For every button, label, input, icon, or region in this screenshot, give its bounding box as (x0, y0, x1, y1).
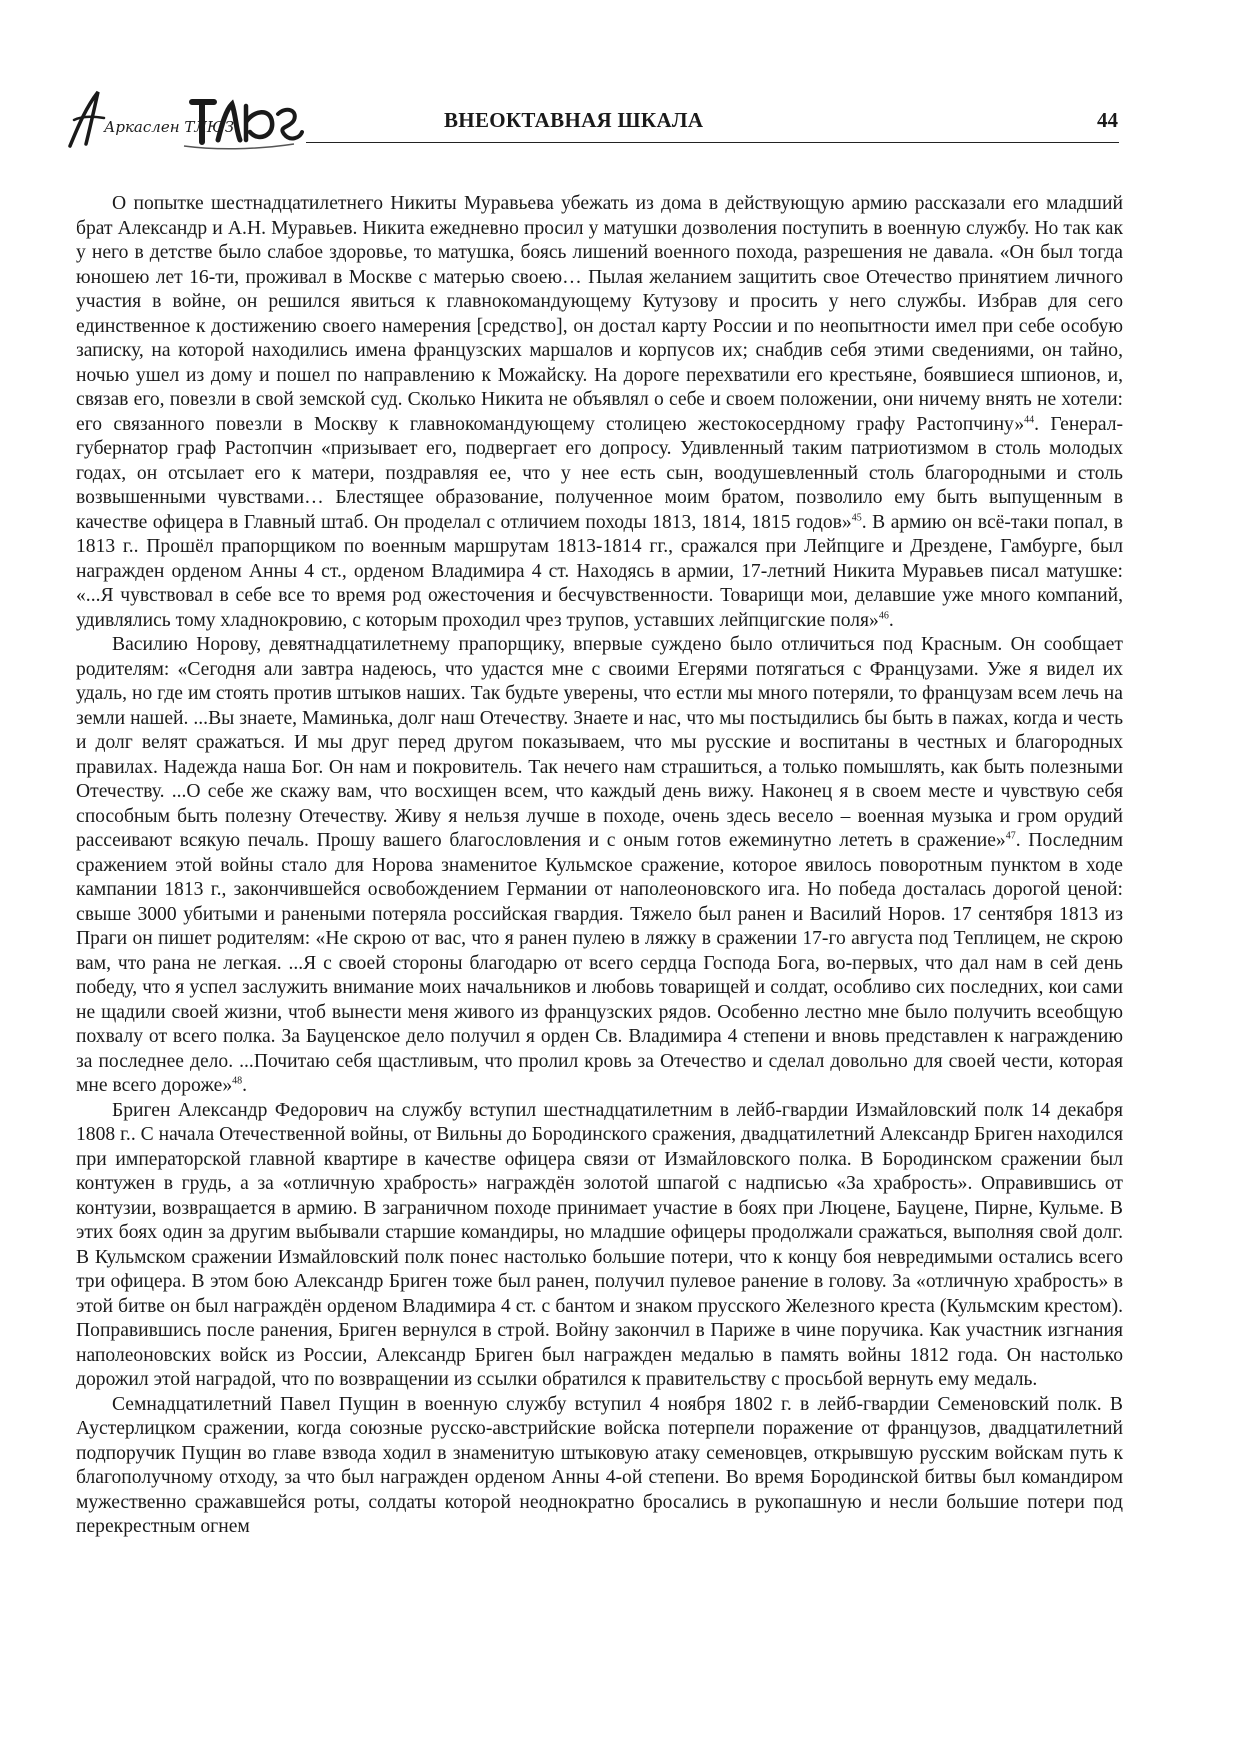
footnote-ref[interactable]: 46 (878, 609, 889, 621)
publisher-logo (64, 80, 304, 160)
text-run: . Генерал-губернатор граф Растопчин «призывает его, подвергает его допросу. Удивленный таким патриотизмом в столь молодых годах, он отсылает его к матери, поздравляя ее, что у нее есть сын, воодушевленный столь благородными и столь возвышенными чувствами… Блестящее образование, полученное моим братом, позволило ему быть выпущенным в качестве офицера в Главный штаб. Он проделал с отличием походы 1813, 1814, 1815 годов» (76, 413, 1124, 533)
footnote-ref[interactable]: 45 (851, 511, 862, 523)
paragraph (76, 1393, 1123, 1540)
paragraph (76, 1099, 1123, 1393)
paragraph (76, 633, 1123, 1099)
footnote-ref[interactable]: 44 (1024, 413, 1035, 425)
article-body (76, 192, 1123, 1540)
text-run: О попытке шестнадцатилетнего Никиты Муравьева убежать из дома в действующую армию рассказали его младший брат Александр и А.Н. Муравьев. Никита ежедневно просил у матушки дозволения поступить в военную службу. Но так как у него в детстве было слабое здоровье, то матушка, боясь лишений военного похода, разрешения не давала. «Он был тогда юношею лет 16-ти, проживал в Москве с матерью своею… Пылая желанием защитить свое Отечество принятием личного участия в войне, он решился явиться к главнокомандующему Кутузову и просить у него службы. Избрав для сего единственное к достижению своего намерения [средство], он достал карту России и по неопытности имел при себе особую записку, на которой находились имена французских маршалов и корпусов их; снабдив себя этими сведениями, он тайно, ночью ушел из дому и пошел по направлению к Можайску. На дороге перехватили его крестьяне, боявшиеся шпионов, и, связав его, повезли в свой земской суд. Сколько Никита не объявлял о себе и своем положении, они ничему внять не хотели: его связанного повезли в Москву к главнокомандующему столицею жестокосердному графу Растопчину» (76, 193, 1123, 435)
text-run: . В армию он всё-таки попал, в 1813 г.. Прошёл прапорщиком по военным маршрутам 1813-1814 гг., сражался при Лейпциге и Дрездене, Гамбурге, был награжден орденом Анны 4 ст., орденом Владимира 4 ст. Находясь в армии, 17-летний Никита Муравьев писал матушке: «...Я чувствовал в себе все то время род ожесточения и бесчувственности. Товарищи мои, делавшие уже много компаний, удивлялись тому хладнокровию, с которым проходил чрез трупов, уставших лейпцигские поля» (76, 511, 1124, 631)
text-run: Василию Норову, девятнадцатилетнему прапорщику, впервые суждено было отличиться под Красным. Он сообщает родителям: «Сегодня али завтра надеюсь, что удастся мне с своими Егерями потягаться с Французами. Уже я видел их удаль, но где им стоять против штыков наших. Так будьте уверены, что естли мы много потеряли, то французам всем лечь на земли нашей. ...Вы знаете, Маминька, долг наш Отечеству. Знаете и нас, что мы постыдились бы быть в пажах, когда и честь и долг велят сражаться. И мы друг перед другом показываем, что мы русские и воспитаны в честных и благородных правилах. Надежда наша Бог. Он нам и покровитель. Так нечего нам страшиться, а только помышлять, как быть полезными Отечеству. ...О себе же скажу вам, что восхищен всем, что каждый день вижу. Наконец я в своем месте и чувствую себя способным быть полезну Отечеству. Живу я нельзя лучше в походе, очень здесь весело – военная музыка и гром орудий рассеивают всякую печаль. Прошу вашего благословления и с оным готов ежеминутно лететь в сражение» (76, 634, 1123, 851)
footnote-ref[interactable]: 48 (232, 1075, 243, 1087)
header-rule (306, 142, 1119, 143)
paragraph (76, 192, 1123, 633)
text-run: . (242, 1075, 248, 1096)
footnote-ref[interactable]: 47 (1005, 830, 1016, 842)
page-number: 44 (1097, 108, 1118, 132)
text-run: . Последним сражением этой войны стало для Норова знаменитое Кульмское сражение, которое явилось поворотным пунктом в ходе кампании 1813 г., закончившейся освобождением Германии от наполеоновского ига. Но победа досталась дорогой ценой: свыше 3000 убитыми и ранеными потеряла российская гвардия. Тяжело был ранен и Василий Норов. 17 сентября 1813 из Праги он пишет родителям: «Не скрою от вас, что я ранен пулею в ляжку в сражении 17-го августа под Теплицем, не скрою вам, что рана не легкая. ...Я с своей стороны благодарю от всего сердца Господа Бога, во-первых, что дал нам в сей день победу, что я успел заслужить внимание моих начальников и любовь товарищей и солдат, особливо сих последних, кои сами не щадили своей жизни, чтоб вынести меня живого из французских рядов. Особенно лестно мне было получить всеобщую похвалу от всего полка. За Бауценское дело получил я орден Св. Владимира 4 степени и вновь представлен к награждению за последнее дело. ...Почитаю себя щастливым, что пролил кровь за Отечество и сделал довольно для своей чести, которая мне всего дороже» (76, 830, 1123, 1096)
page-header (0, 0, 1241, 175)
text-run: . (888, 609, 894, 631)
logo-text: Аркаслен ТЛЮЗ (104, 118, 235, 136)
text-run: Семнадцатилетний Павел Пущин в военную службу вступил 4 ноября 1802 г. в лейб-гвардии Семеновский полк. В Аустерлицком сражении, когда союзные русско-австрийские войска потерпели поражение от французов, двадцатилетний подпоручик Пущин во главе взвода ходил в знаменитую штыковую атаку семеновцев, открывшую русским войскам путь к благополучному отходу, за что был награжден орденом Анны 4-ой степени. Во время Бородинской битвы был командиром мужественно сражавшейся роты, солдаты которой неоднократно бросались в рукопашную и несли большие потери под перекрестным огнем (76, 1393, 1123, 1537)
running-title: ВНЕОКТАВНАЯ ШКАЛА (444, 108, 704, 132)
text-run: Бриген Александр Федорович на службу вступил шестнадцатилетним в лейб-гвардии Измайловский полк 14 декабря 1808 г.. С начала Отечественной войны, от Вильны до Бородинского сражения, двадцатилетний Александр Бриген находился при императорской главной квартире в качестве офицера связи от Измайловского полка. В Бородинском сражении был контужен в грудь, а за «отличную храбрость» награждён золотой шпагой с надписью «За храбрость». Оправившись от контузии, возвращается в армию. В заграничном походе принимает участие в боях при Люцене, Бауцене, Пирне, Кульме. В этих боях один за другим выбывали старшие командиры, но младшие офицеры продолжали сражаться, выполняя свой долг. В Кульмском сражении Измайловский полк понес настолько большие потери, что к концу боя невредимыми остались всего три офицера. В этом бою Александр Бриген тоже был ранен, получил пулевое ранение в голову. За «отличную храбрость» в этой битве он был награждён орденом Владимира 4 ст. с бантом и знаком прусского Железного креста (Кульмским крестом). Поправившись после ранения, Бриген вернулся в строй. Войну закончил в Париже в чине поручика. Как участник изгнания наполеоновских войск из России, Александр Бриген был награжден медалью в память войны 1812 года. Он настолько дорожил этой наградой, что по возвращении из ссылки обратился к правительству с просьбой вернуть ему медаль. (76, 1099, 1123, 1390)
